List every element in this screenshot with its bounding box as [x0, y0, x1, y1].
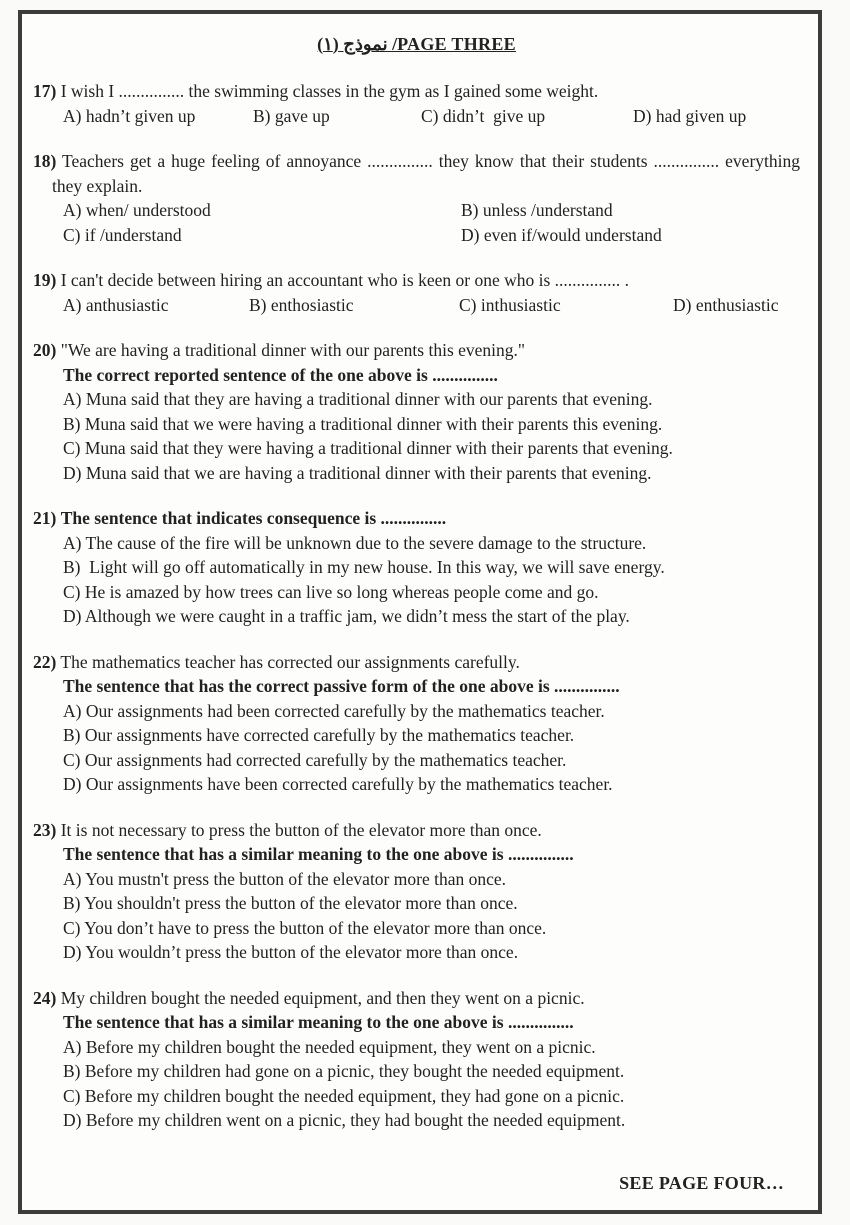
question-22-instruction: The sentence that has the correct passive form of the one above is ............... [63, 676, 620, 696]
option-a: A) hadn’t given up [63, 105, 196, 126]
question-20-instruction: The correct reported sentence of the one above is ............... [63, 364, 498, 385]
option-d: D) You wouldn’t press the button of the elevator more than once. [63, 942, 519, 962]
question-22-options [63, 699, 800, 797]
question-21 [33, 506, 800, 629]
question-number: 18) [33, 151, 57, 171]
question-19 [33, 268, 800, 317]
option-c: C) if /understand [63, 224, 182, 245]
question-24-instruction: The sentence that has a similar meaning to the one above is ............... [63, 1012, 574, 1032]
page-title [33, 34, 800, 55]
option-c: C) You don’t have to press the button of the elevator more than once. [63, 917, 547, 938]
option-a: A) Our assignments had been corrected carefully by the mathematics teacher. [63, 700, 605, 721]
question-24 [33, 986, 800, 1133]
question-24-stem [33, 986, 800, 1011]
option-a: A) Muna said that they are having a traditional dinner with our parents that evening. [63, 389, 653, 409]
question-number: 22) [33, 651, 57, 672]
see-next-page-note: SEE PAGE FOUR… [619, 1173, 784, 1193]
question-number: 21) [33, 508, 57, 528]
question-23-options [63, 867, 800, 965]
question-23-stem [33, 818, 800, 843]
option-b: B) gave up [253, 105, 330, 126]
option-d: D) Our assignments have been corrected carefully by the mathematics teacher. [63, 774, 613, 794]
exam-page-frame [18, 10, 822, 1214]
option-c: C) He is amazed by how trees can live so long whereas people come and go. [63, 581, 599, 602]
option-b: B) Before my children had gone on a picnic, they bought the needed equipment. [63, 1061, 625, 1081]
question-23-instruction: The sentence that has a similar meaning to the one above is ............... [63, 844, 574, 864]
question-17 [33, 79, 800, 128]
question-18-stem [33, 149, 805, 198]
question-20-options [63, 387, 800, 485]
option-a: A) The cause of the fire will be unknown due to the severe damage to the structure. [63, 532, 647, 553]
option-d: D) Before my children went on a picnic, they had bought the needed equipment. [63, 1110, 626, 1130]
question-18-options [63, 198, 800, 247]
question-24-options [63, 1035, 800, 1133]
option-c: C) Muna said that they were having a traditional dinner with their parents that evening. [63, 438, 673, 458]
question-intro-text: "We are having a traditional dinner with our parents this evening." [60, 340, 526, 360]
option-b: B) unless /understand [461, 200, 613, 220]
question-21-options [63, 531, 800, 629]
option-a: A) when/ understood [63, 200, 211, 220]
option-c: C) Before my children bought the needed equipment, they had gone on a picnic. [63, 1085, 625, 1106]
option-d: D) had given up [633, 105, 747, 126]
question-intro-text: My children bought the needed equipment, and then they went on a picnic. [60, 987, 585, 1008]
option-c: C) didn’t give up [421, 105, 546, 126]
option-a: A) anthusiastic [63, 294, 169, 315]
option-a: A) You mustn't press the button of the elevator more than once. [63, 868, 507, 889]
question-23 [33, 818, 800, 965]
question-20 [33, 338, 800, 485]
question-21-stem [33, 506, 800, 531]
question-number: 17) [33, 81, 57, 101]
question-stem-text: I wish I ............... the swimming classes in the gym as I gained some weight. [60, 81, 599, 101]
option-d: D) Muna said that we are having a traditional dinner with their parents that evening. [63, 462, 652, 483]
option-b: B) Muna said that we were having a traditional dinner with their parents this evening. [63, 413, 663, 434]
option-a: A) Before my children bought the needed equipment, they went on a picnic. [63, 1036, 596, 1057]
question-18 [33, 149, 805, 247]
question-19-stem [33, 268, 800, 293]
option-b: B) enthosiastic [249, 294, 354, 315]
option-d: D) Although we were caught in a traffic jam, we didn’t mess the start of the play. [63, 606, 630, 626]
option-c: C) Our assignments had corrected carefully by the mathematics teacher. [63, 749, 567, 770]
question-stem-text: Teachers get a huge feeling of annoyance ............... they know that their students ............... everything they explain. [52, 151, 805, 196]
question-number: 19) [33, 270, 57, 290]
option-c: C) inthusiastic [459, 294, 561, 315]
page-title-text: نموذج (١) /PAGE THREE [317, 34, 516, 54]
question-instruction-text: The sentence that indicates consequence is ............... [60, 508, 447, 528]
question-20-stem [33, 338, 800, 363]
question-intro-text: It is not necessary to press the button of the elevator more than once. [60, 819, 542, 840]
option-b: B) Light will go off automatically in my new house. In this way, we will save energy. [63, 557, 665, 577]
option-b: B) You shouldn't press the button of the elevator more than once. [63, 893, 518, 913]
question-number: 23) [33, 819, 57, 840]
question-17-stem [33, 79, 800, 104]
question-17-options [63, 104, 800, 129]
option-d: D) even if/would understand [461, 224, 662, 245]
question-number: 24) [33, 987, 57, 1008]
question-stem-text: I can't decide between hiring an accountant who is keen or one who is ............... . [60, 270, 630, 290]
question-22-stem [33, 650, 800, 675]
option-d: D) enthusiastic [673, 294, 779, 315]
option-b: B) Our assignments have corrected carefully by the mathematics teacher. [63, 725, 575, 745]
question-number: 20) [33, 340, 57, 360]
question-intro-text: The mathematics teacher has corrected our assignments carefully. [60, 651, 520, 672]
question-22 [33, 650, 800, 797]
question-19-options [63, 293, 800, 318]
